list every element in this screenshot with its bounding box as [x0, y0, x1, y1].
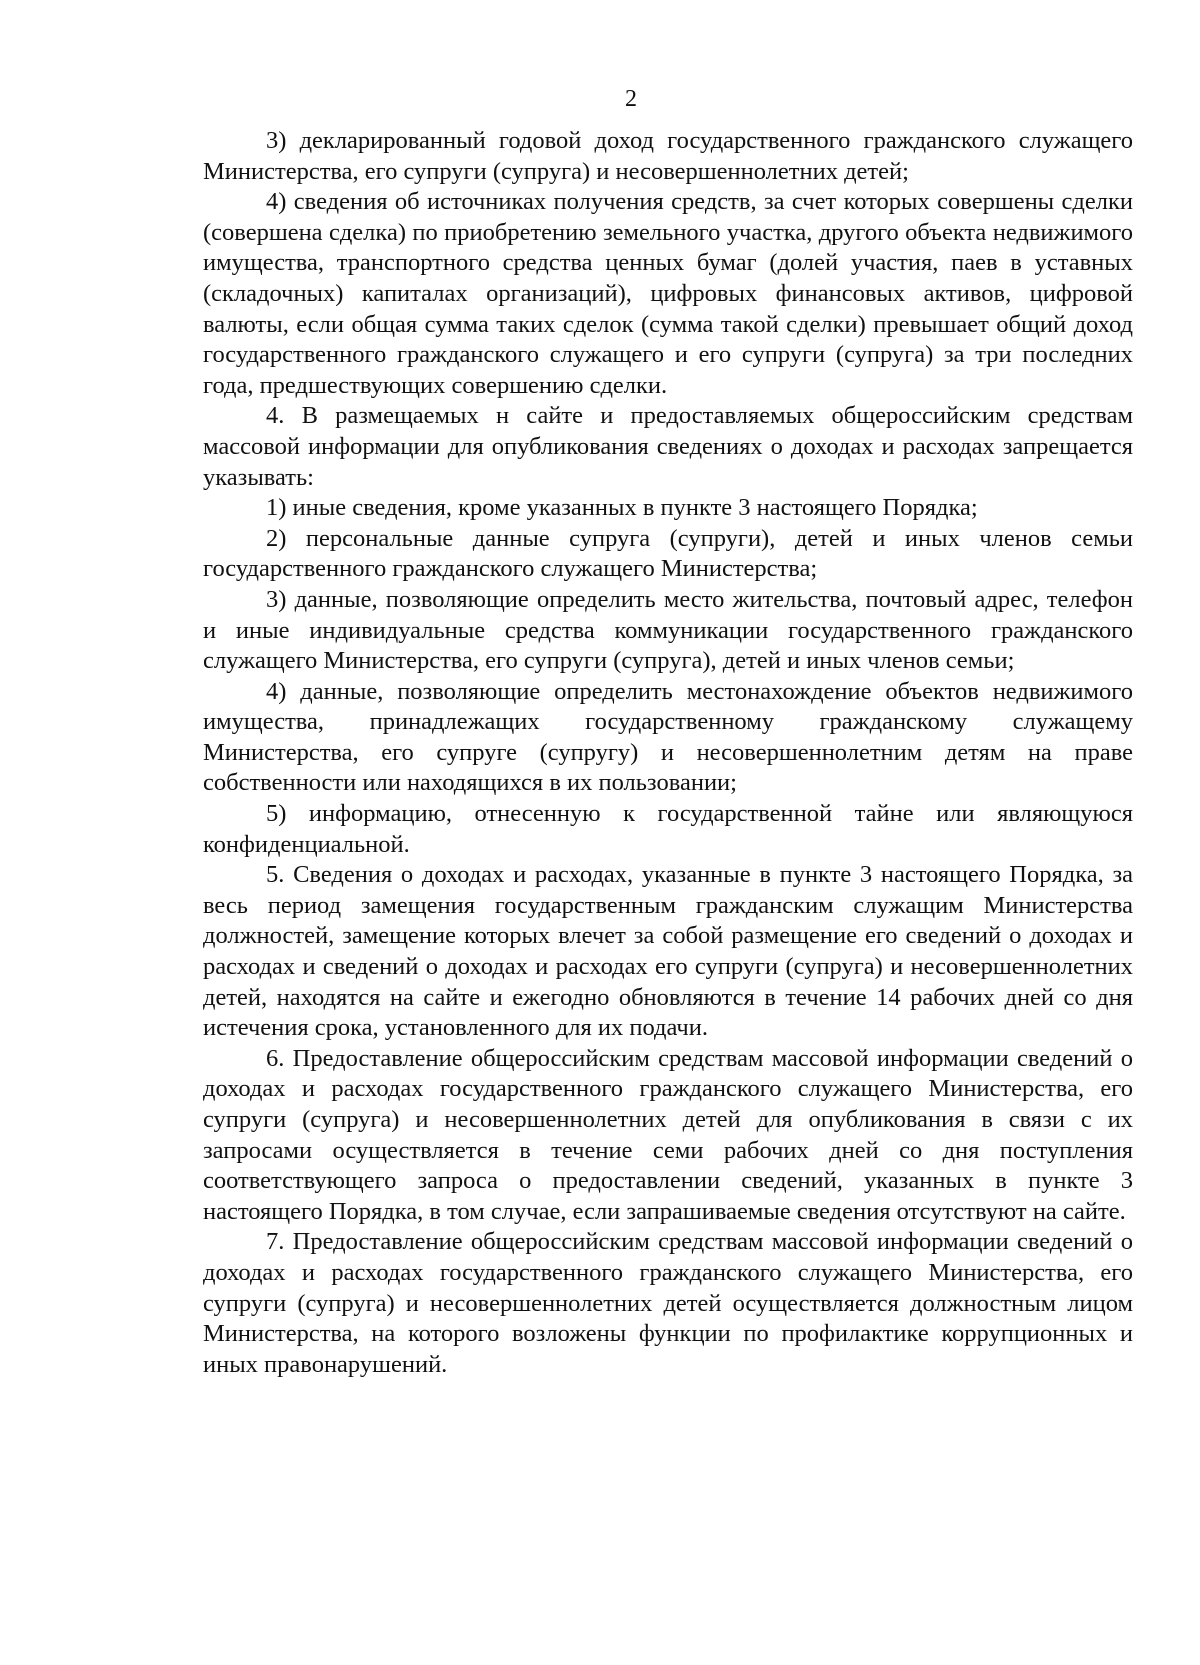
page-number: 2: [625, 86, 637, 112]
document-body: [203, 126, 1133, 1380]
paragraph-section-4: 4. В размещаемых н сайте и предоставляемых общероссийским средствам массовой информации для опубликования сведениях о доходах и расходах запрещается указывать:: [203, 402, 1133, 491]
paragraph-item-3-4: 4) сведения об источниках получения средств, за счет которых совершены сделки (совершена сделка) по приобретению земельного участка, другого объекта недвижимого имущества, транспортного средства ценных бумаг (долей участия, паев в уставных (складочных) капиталах организаций), цифровых финансовых активов, цифровой валюты, если общая сумма таких сделок (сумма такой сделки) превышает общий доход государственного гражданского служащего и его супруги (супруга) за три последних года, предшествующих совершению сделки.: [203, 188, 1133, 399]
paragraph-item-4-1: 1) иные сведения, кроме указанных в пункте 3 настоящего Порядка;: [266, 494, 978, 522]
paragraph-section-6: 6. Предоставление общероссийским средствам массовой информации сведений о доходах и расходах государственного гражданского служащего Министерства, его супруги (супруга) и несовершеннолетних детей для опубликования в связи с их запросами осуществляется в течение семи рабочих дней со дня поступления соответствующего запроса о предоставлении сведений, указанных в пункте 3 настоящего Порядка, в том случае, если запрашиваемые сведения отсутствуют на сайте.: [203, 1044, 1133, 1225]
paragraph-section-7: 7. Предоставление общероссийским средствам массовой информации сведений о доходах и расходах государственного гражданского служащего Министерства, его супруги (супруга) и несовершеннолетних детей осуществляется должностным лицом Министерства, на которого возложены функции по профилактике коррупционных и иных правонарушений.: [203, 1228, 1133, 1378]
paragraph-section-5: 5. Сведения о доходах и расходах, указанные в пункте 3 настоящего Порядка, за весь период замещения государственным гражданским служащим Министерства должностей, замещение которых влечет за собой размещение его сведений о доходах и расходах и сведений о доходах и расходах его супруги (супруга) и несовершеннолетних детей, находятся на сайте и ежегодно обновляются в течение 14 рабочих дней со дня истечения срока, установленного для их подачи.: [203, 861, 1133, 1042]
paragraph-item-4-4: 4) данные, позволяющие определить местонахождение объектов недвижимого имущества, принадлежащих государственному гражданскому служащему Министерства, его супруге (супругу) и несовершеннолетним детям на праве собственности или находящихся в их пользовании;: [203, 677, 1133, 797]
paragraph-item-4-5: 5) информацию, отнесенную к государственной тайне или являющуюся конфиденциальной.: [203, 800, 1133, 858]
paragraph-item-4-3: 3) данные, позволяющие определить место жительства, почтовый адрес, телефон и иные индивидуальные средства коммуникации государственного гражданского служащего Министерства, его супруги (супруга), детей и иных членов семьи;: [203, 585, 1133, 675]
paragraph-item-3-3: 3) декларированный годовой доход государственного гражданского служащего Министерства, его супруги (супруга) и несовершеннолетних детей;: [203, 127, 1133, 185]
paragraph-item-4-2: 2) персональные данные супруга (супруги), детей и иных членов семьи государственного гражданского служащего Министерства;: [203, 524, 1133, 583]
